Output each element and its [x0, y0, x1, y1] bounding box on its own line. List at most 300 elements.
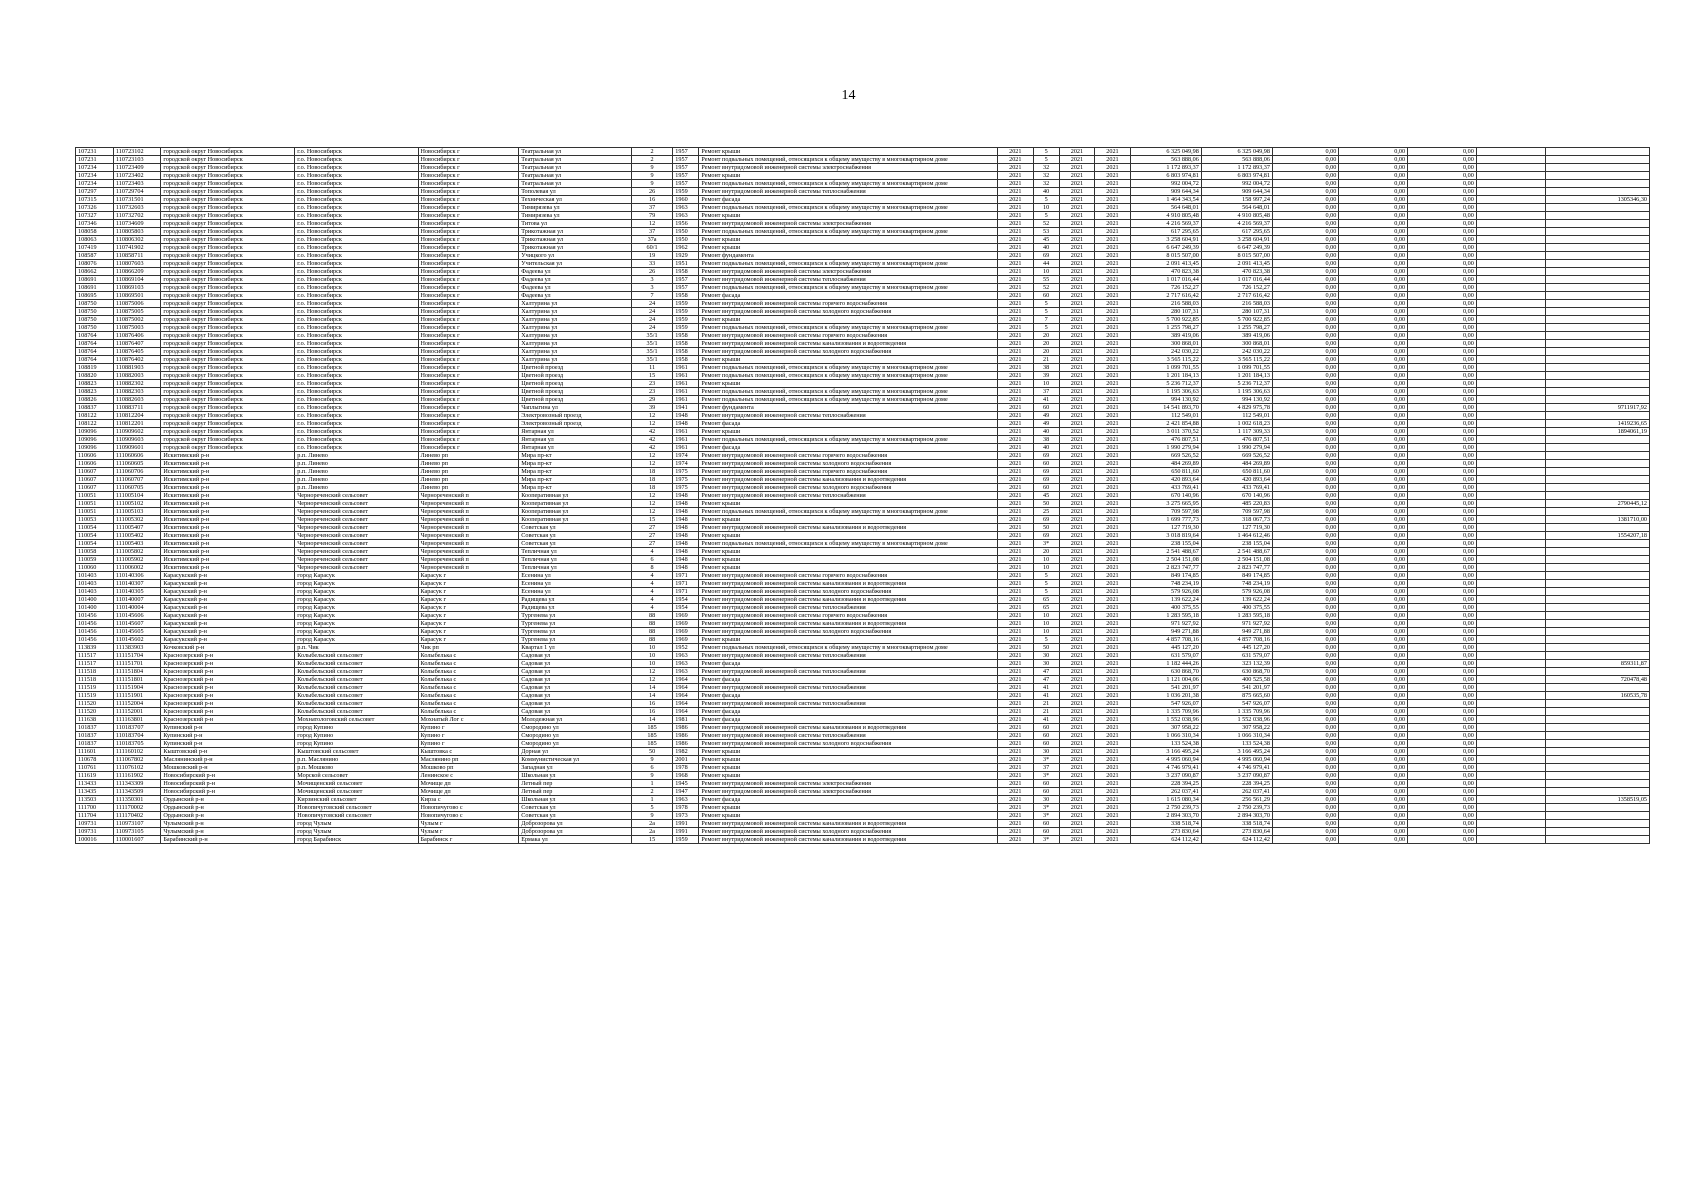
cell-start-year: 2021	[1059, 636, 1095, 644]
cell-start-year: 2021	[1059, 252, 1095, 260]
cell-total-cost: 1 036 201,38	[1130, 692, 1201, 700]
cell-built-year: 1941	[673, 404, 699, 412]
cell-built-year: 1957	[673, 276, 699, 284]
cell-end-year: 2021	[1095, 428, 1131, 436]
cell-house: 7	[631, 292, 672, 300]
cell-work-type: Ремонт внутридомовой инженерной системы канализования и водоотведения	[699, 620, 998, 628]
cell-start-year: 2021	[1059, 628, 1095, 636]
cell-work-type: Ремонт внутридомовой инженерной системы горячего водоснабжения	[699, 468, 998, 476]
cell-wear: 45	[1033, 236, 1059, 244]
cell-row-id: 107346	[76, 220, 114, 228]
cell-service-id: 111350301	[113, 796, 160, 804]
cell-locality: Новосибирск г	[418, 180, 519, 188]
cell-work-type: Ремонт внутридомовой инженерной системы холодного водоснабжения	[699, 460, 998, 468]
cell-total-cost: 484 269,89	[1130, 460, 1201, 468]
cell-settlement: Чернореченский сельсовет	[295, 524, 418, 532]
cell-extra-col	[1476, 812, 1545, 820]
cell-federal-cost: 0,00	[1272, 188, 1338, 196]
cell-wear: 60	[1033, 404, 1059, 412]
table-row	[76, 268, 1650, 276]
cell-plan-year: 2021	[998, 460, 1034, 468]
cell-owners-cost	[1545, 372, 1649, 380]
cell-federal-cost: 0,00	[1272, 708, 1338, 716]
cell-total-cost: 670 140,96	[1130, 492, 1201, 500]
cell-row-id: 110607	[76, 484, 114, 492]
cell-wear: 5	[1033, 572, 1059, 580]
cell-extra-col	[1476, 356, 1545, 364]
cell-regional-cost: 0,00	[1339, 364, 1408, 372]
cell-built-year: 1959	[673, 316, 699, 324]
cell-house: 9	[631, 812, 672, 820]
cell-regional-cost: 0,00	[1339, 836, 1408, 844]
cell-work-type: Ремонт крыши	[699, 428, 998, 436]
cell-total-cost: 127 719,30	[1130, 524, 1201, 532]
cell-federal-cost: 0,00	[1272, 308, 1338, 316]
cell-settlement: город Карасук	[295, 628, 418, 636]
cell-end-year: 2021	[1095, 156, 1131, 164]
cell-start-year: 2021	[1059, 612, 1095, 620]
cell-settlement: р.п. Маслянино	[295, 756, 418, 764]
cell-local-cost: 0,00	[1408, 180, 1477, 188]
cell-built-year: 1986	[673, 724, 699, 732]
cell-house: 35/1	[631, 332, 672, 340]
cell-plan-year: 2021	[998, 444, 1034, 452]
cell-service-id: 110876402	[113, 356, 160, 364]
cell-federal-cost: 0,00	[1272, 172, 1338, 180]
cell-settlement: р.п. Линево	[295, 468, 418, 476]
table-row	[76, 820, 1650, 828]
cell-plan-year: 2021	[998, 732, 1034, 740]
cell-federal-cost: 0,00	[1272, 796, 1338, 804]
cell-federal-cost: 0,00	[1272, 516, 1338, 524]
cell-house: 14	[631, 692, 672, 700]
cell-settlement: город Купино	[295, 732, 418, 740]
cell-owners-cost	[1545, 652, 1649, 660]
cell-house: 27	[631, 532, 672, 540]
table-row	[76, 620, 1650, 628]
cell-fund-cost: 242 030,22	[1201, 348, 1272, 356]
cell-plan-year: 2021	[998, 468, 1034, 476]
cell-house: 12	[631, 500, 672, 508]
cell-work-type: Ремонт подвальных помещений, относящихся к общему имуществу в многоквартирном доме	[699, 260, 998, 268]
cell-street: Халтурина ул	[519, 356, 632, 364]
cell-federal-cost: 0,00	[1272, 764, 1338, 772]
cell-street: Садовая ул	[519, 676, 632, 684]
cell-end-year: 2021	[1095, 220, 1131, 228]
cell-owners-cost	[1545, 612, 1649, 620]
table-row	[76, 380, 1650, 388]
cell-street: Кооперативная ул	[519, 516, 632, 524]
cell-built-year: 1964	[673, 692, 699, 700]
cell-settlement: город Карасук	[295, 588, 418, 596]
cell-settlement: г.о. Новосибирск	[295, 244, 418, 252]
cell-wear: 69	[1033, 452, 1059, 460]
cell-plan-year: 2021	[998, 588, 1034, 596]
cell-start-year: 2021	[1059, 332, 1095, 340]
cell-start-year: 2021	[1059, 540, 1095, 548]
cell-plan-year: 2021	[998, 556, 1034, 564]
cell-start-year: 2021	[1059, 340, 1095, 348]
cell-local-cost: 0,00	[1408, 468, 1477, 476]
cell-regional-cost: 0,00	[1339, 196, 1408, 204]
cell-plan-year: 2021	[998, 828, 1034, 836]
cell-house: 35/1	[631, 348, 672, 356]
cell-owners-cost	[1545, 332, 1649, 340]
cell-locality: Новосибирск г	[418, 364, 519, 372]
cell-work-type: Ремонт фасада	[699, 716, 998, 724]
cell-row-id: 111520	[76, 708, 114, 716]
cell-local-cost: 0,00	[1408, 284, 1477, 292]
cell-federal-cost: 0,00	[1272, 508, 1338, 516]
cell-work-type: Ремонт фундамента	[699, 252, 998, 260]
cell-fund-cost: 485 220,83	[1201, 500, 1272, 508]
cell-locality: Новосибирск г	[418, 164, 519, 172]
cell-end-year: 2021	[1095, 724, 1131, 732]
cell-owners-cost	[1545, 628, 1649, 636]
cell-street: Халтурина ул	[519, 308, 632, 316]
cell-street: Тимирязева ул	[519, 204, 632, 212]
cell-municipal-district: городской округ Новосибирск	[161, 172, 295, 180]
cell-start-year: 2021	[1059, 164, 1095, 172]
cell-local-cost: 0,00	[1408, 820, 1477, 828]
cell-work-type: Ремонт внутридомовой инженерной системы теплоснабжения	[699, 732, 998, 740]
cell-wear: 41	[1033, 396, 1059, 404]
cell-work-type: Ремонт подвальных помещений, относящихся к общему имуществу в многоквартирном доме	[699, 396, 998, 404]
cell-street: Садовая ул	[519, 684, 632, 692]
cell-wear: 39	[1033, 372, 1059, 380]
cell-municipal-district: городской округ Новосибирск	[161, 156, 295, 164]
cell-settlement: город Карасук	[295, 612, 418, 620]
cell-row-id: 101400	[76, 604, 114, 612]
cell-house: 12	[631, 420, 672, 428]
cell-street: Халтурина ул	[519, 348, 632, 356]
cell-municipal-district: городской округ Новосибирск	[161, 420, 295, 428]
cell-start-year: 2021	[1059, 364, 1095, 372]
cell-total-cost: 1 552 038,96	[1130, 716, 1201, 724]
cell-extra-col	[1476, 716, 1545, 724]
cell-wear: 49	[1033, 420, 1059, 428]
cell-house: 88	[631, 628, 672, 636]
cell-row-id: 110678	[76, 756, 114, 764]
cell-fund-cost: 2 091 413,45	[1201, 260, 1272, 268]
cell-extra-col	[1476, 212, 1545, 220]
cell-local-cost: 0,00	[1408, 236, 1477, 244]
cell-locality: Новосибирск г	[418, 372, 519, 380]
cell-work-type: Ремонт фасада	[699, 660, 998, 668]
cell-house: 18	[631, 484, 672, 492]
cell-local-cost: 0,00	[1408, 580, 1477, 588]
cell-end-year: 2021	[1095, 244, 1131, 252]
cell-total-cost: 6 325 049,98	[1130, 148, 1201, 156]
table-row	[76, 516, 1650, 524]
cell-regional-cost: 0,00	[1339, 436, 1408, 444]
cell-wear: 60	[1033, 484, 1059, 492]
cell-built-year: 1959	[673, 308, 699, 316]
cell-regional-cost: 0,00	[1339, 748, 1408, 756]
cell-settlement: Колыбельский сельсовет	[295, 700, 418, 708]
cell-street: Школьная ул	[519, 796, 632, 804]
cell-start-year: 2021	[1059, 652, 1095, 660]
cell-owners-cost	[1545, 508, 1649, 516]
cell-owners-cost	[1545, 484, 1649, 492]
cell-regional-cost: 0,00	[1339, 668, 1408, 676]
cell-built-year: 1963	[673, 668, 699, 676]
cell-total-cost: 1 201 184,13	[1130, 372, 1201, 380]
cell-locality: Новосибирск г	[418, 388, 519, 396]
cell-local-cost: 0,00	[1408, 684, 1477, 692]
cell-row-id: 101400	[76, 596, 114, 604]
cell-wear: 30	[1033, 660, 1059, 668]
cell-street: Тургенева ул	[519, 636, 632, 644]
table-row	[76, 580, 1650, 588]
cell-municipal-district: Ордынский р-н	[161, 812, 295, 820]
cell-built-year: 1975	[673, 476, 699, 484]
cell-federal-cost: 0,00	[1272, 148, 1338, 156]
cell-total-cost: 949 271,88	[1130, 628, 1201, 636]
cell-built-year: 1991	[673, 828, 699, 836]
cell-federal-cost: 0,00	[1272, 612, 1338, 620]
cell-service-id: 111005802	[113, 548, 160, 556]
cell-municipal-district: Купинский р-н	[161, 740, 295, 748]
cell-locality: Новосибирск г	[418, 148, 519, 156]
cell-local-cost: 0,00	[1408, 708, 1477, 716]
cell-fund-cost: 5 236 712,37	[1201, 380, 1272, 388]
cell-service-id: 110812201	[113, 420, 160, 428]
cell-start-year: 2021	[1059, 244, 1095, 252]
cell-service-id: 110909602	[113, 428, 160, 436]
cell-owners-cost	[1545, 340, 1649, 348]
cell-built-year: 1958	[673, 292, 699, 300]
table-row	[76, 156, 1650, 164]
cell-regional-cost: 0,00	[1339, 516, 1408, 524]
cell-municipal-district: Краснозерский р-н	[161, 700, 295, 708]
cell-row-id: 107297	[76, 188, 114, 196]
cell-service-id: 111005407	[113, 524, 160, 532]
cell-total-cost: 994 130,92	[1130, 396, 1201, 404]
cell-local-cost: 0,00	[1408, 572, 1477, 580]
cell-work-type: Ремонт подвальных помещений, относящихся к общему имуществу в многоквартирном доме	[699, 644, 998, 652]
table-row	[76, 740, 1650, 748]
cell-service-id: 110807603	[113, 260, 160, 268]
cell-fund-cost: 318 067,73	[1201, 516, 1272, 524]
cell-locality: Колыбелька с	[418, 692, 519, 700]
cell-settlement: г.о. Новосибирск	[295, 188, 418, 196]
cell-total-cost: 630 868,70	[1130, 668, 1201, 676]
cell-locality: Линево рп	[418, 460, 519, 468]
cell-regional-cost: 0,00	[1339, 500, 1408, 508]
cell-local-cost: 0,00	[1408, 492, 1477, 500]
cell-owners-cost: 1419236,65	[1545, 420, 1649, 428]
cell-settlement: г.о. Новосибирск	[295, 412, 418, 420]
cell-service-id: 110875003	[113, 324, 160, 332]
cell-house: 4	[631, 596, 672, 604]
cell-street: Учицкого ул	[519, 252, 632, 260]
cell-settlement: г.о. Новосибирск	[295, 332, 418, 340]
cell-plan-year: 2021	[998, 220, 1034, 228]
cell-locality: Новосибирск г	[418, 412, 519, 420]
cell-federal-cost: 0,00	[1272, 348, 1338, 356]
cell-plan-year: 2021	[998, 748, 1034, 756]
cell-wear: 47	[1033, 676, 1059, 684]
cell-extra-col	[1476, 164, 1545, 172]
cell-end-year: 2021	[1095, 524, 1131, 532]
cell-locality: Новосибирск г	[418, 380, 519, 388]
cell-total-cost: 3 565 115,22	[1130, 356, 1201, 364]
cell-extra-col	[1476, 468, 1545, 476]
cell-fund-cost: 849 174,85	[1201, 572, 1272, 580]
cell-work-type: Ремонт подвальных помещений, относящихся к общему имуществу в многоквартирном доме	[699, 284, 998, 292]
cell-federal-cost: 0,00	[1272, 532, 1338, 540]
cell-start-year: 2021	[1059, 236, 1095, 244]
cell-street: Янтарная ул	[519, 444, 632, 452]
cell-locality: Новосибирск г	[418, 244, 519, 252]
table-row	[76, 668, 1650, 676]
cell-municipal-district: Искитимский р-н	[161, 508, 295, 516]
cell-fund-cost: 389 419,06	[1201, 332, 1272, 340]
cell-end-year: 2021	[1095, 636, 1131, 644]
cell-house: 24	[631, 316, 672, 324]
cell-settlement: г.о. Новосибирск	[295, 180, 418, 188]
cell-house: 15	[631, 372, 672, 380]
cell-work-type: Ремонт крыши	[699, 772, 998, 780]
cell-house: 23	[631, 388, 672, 396]
cell-service-id: 111343509	[113, 788, 160, 796]
cell-service-id: 110876407	[113, 340, 160, 348]
cell-house: 26	[631, 268, 672, 276]
cell-house: 185	[631, 740, 672, 748]
cell-local-cost: 0,00	[1408, 348, 1477, 356]
cell-plan-year: 2021	[998, 676, 1034, 684]
table-row	[76, 604, 1650, 612]
cell-settlement: г.о. Новосибирск	[295, 236, 418, 244]
cell-total-cost: 1 195 306,63	[1130, 388, 1201, 396]
cell-total-cost: 1 990 279,94	[1130, 444, 1201, 452]
cell-end-year: 2021	[1095, 316, 1131, 324]
table-row	[76, 236, 1650, 244]
cell-end-year: 2021	[1095, 596, 1131, 604]
cell-federal-cost: 0,00	[1272, 476, 1338, 484]
cell-plan-year: 2021	[998, 700, 1034, 708]
cell-street: Школьная ул	[519, 772, 632, 780]
cell-locality: Чернореченский п	[418, 548, 519, 556]
cell-owners-cost	[1545, 748, 1649, 756]
cell-total-cost: 133 524,38	[1130, 740, 1201, 748]
cell-street: Летный пер	[519, 780, 632, 788]
cell-work-type: Ремонт внутридомовой инженерной системы канализования и водоотведения	[699, 340, 998, 348]
cell-row-id: 111519	[76, 692, 114, 700]
cell-start-year: 2021	[1059, 148, 1095, 156]
cell-regional-cost: 0,00	[1339, 708, 1408, 716]
cell-regional-cost: 0,00	[1339, 340, 1408, 348]
cell-municipal-district: городской округ Новосибирск	[161, 212, 295, 220]
cell-owners-cost	[1545, 188, 1649, 196]
cell-end-year: 2021	[1095, 572, 1131, 580]
cell-service-id: 110140007	[113, 596, 160, 604]
cell-wear: 60	[1033, 820, 1059, 828]
cell-local-cost: 0,00	[1408, 444, 1477, 452]
cell-total-cost: 617 295,65	[1130, 228, 1201, 236]
cell-regional-cost: 0,00	[1339, 212, 1408, 220]
cell-locality: Карасук г	[418, 604, 519, 612]
cell-built-year: 1963	[673, 796, 699, 804]
cell-work-type: Ремонт внутридомовой инженерной системы теплоснабжения	[699, 412, 998, 420]
table-row	[76, 500, 1650, 508]
cell-work-type: Ремонт внутридомовой инженерной системы канализования и водоотведения	[699, 580, 998, 588]
cell-locality: Новосибирск г	[418, 436, 519, 444]
cell-service-id: 110145602	[113, 636, 160, 644]
cell-service-id: 110140305	[113, 588, 160, 596]
cell-plan-year: 2021	[998, 820, 1034, 828]
cell-service-id: 110875005	[113, 308, 160, 316]
cell-settlement: г.о. Новосибирск	[295, 404, 418, 412]
cell-work-type: Ремонт внутридомовой инженерной системы теплоснабжения	[699, 604, 998, 612]
cell-house: 39	[631, 404, 672, 412]
cell-settlement: город Карасук	[295, 580, 418, 588]
cell-end-year: 2021	[1095, 308, 1131, 316]
cell-locality: Купино г	[418, 724, 519, 732]
cell-service-id: 110909603	[113, 436, 160, 444]
cell-plan-year: 2021	[998, 756, 1034, 764]
cell-total-cost: 400 375,55	[1130, 604, 1201, 612]
cell-start-year: 2021	[1059, 764, 1095, 772]
cell-service-id: 111151801	[113, 676, 160, 684]
cell-end-year: 2021	[1095, 732, 1131, 740]
cell-settlement: город Чулым	[295, 820, 418, 828]
cell-end-year: 2021	[1095, 252, 1131, 260]
table-row	[76, 148, 1650, 156]
cell-federal-cost: 0,00	[1272, 668, 1338, 676]
cell-federal-cost: 0,00	[1272, 356, 1338, 364]
cell-regional-cost: 0,00	[1339, 820, 1408, 828]
cell-wear: 60	[1033, 292, 1059, 300]
cell-owners-cost	[1545, 716, 1649, 724]
cell-start-year: 2021	[1059, 268, 1095, 276]
cell-built-year: 1959	[673, 324, 699, 332]
cell-work-type: Ремонт внутридомовой инженерной системы холодного водоснабжения	[699, 308, 998, 316]
cell-owners-cost	[1545, 348, 1649, 356]
cell-fund-cost: 564 648,01	[1201, 204, 1272, 212]
cell-extra-col	[1476, 532, 1545, 540]
cell-built-year: 1964	[673, 676, 699, 684]
cell-work-type: Ремонт внутридомовой инженерной системы холодного водоснабжения	[699, 484, 998, 492]
cell-wear: 69	[1033, 252, 1059, 260]
cell-municipal-district: городской округ Новосибирск	[161, 364, 295, 372]
cell-regional-cost: 0,00	[1339, 508, 1408, 516]
cell-municipal-district: Искитимский р-н	[161, 564, 295, 572]
cell-wear: 10	[1033, 204, 1059, 212]
cell-plan-year: 2021	[998, 300, 1034, 308]
cell-extra-col	[1476, 180, 1545, 188]
cell-row-id: 108823	[76, 380, 114, 388]
table-row	[76, 484, 1650, 492]
cell-fund-cost: 158 997,24	[1201, 196, 1272, 204]
table-row	[76, 308, 1650, 316]
cell-plan-year: 2021	[998, 412, 1034, 420]
cell-plan-year: 2021	[998, 148, 1034, 156]
cell-house: 14	[631, 684, 672, 692]
cell-street: Смородино ул	[519, 740, 632, 748]
cell-house: 2а	[631, 820, 672, 828]
cell-local-cost: 0,00	[1408, 836, 1477, 844]
cell-settlement: город Карасук	[295, 572, 418, 580]
cell-service-id: 111160102	[113, 748, 160, 756]
cell-local-cost: 0,00	[1408, 484, 1477, 492]
cell-end-year: 2021	[1095, 508, 1131, 516]
table-row	[76, 452, 1650, 460]
cell-federal-cost: 0,00	[1272, 372, 1338, 380]
cell-end-year: 2021	[1095, 700, 1131, 708]
cell-federal-cost: 0,00	[1272, 252, 1338, 260]
